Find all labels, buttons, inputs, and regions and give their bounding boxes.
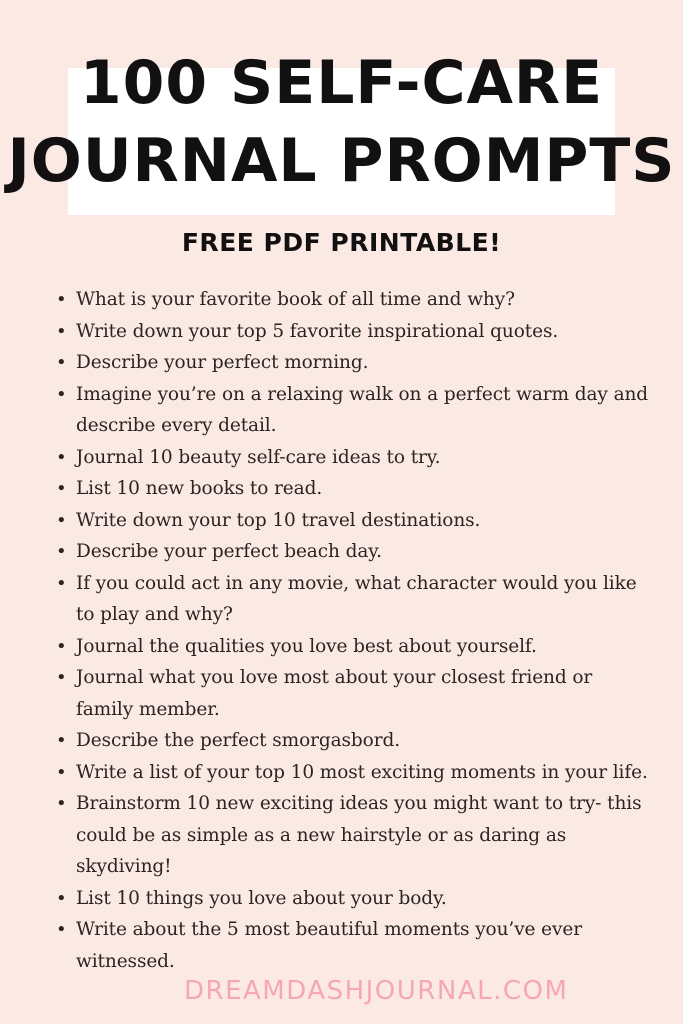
prompt-text: If you could act in any movie, what character would you like to play and why? (76, 572, 637, 625)
list-item (0, 788, 683, 883)
list-item (0, 284, 683, 316)
list-item (0, 914, 683, 977)
list-item (0, 631, 683, 663)
title-line-1: 100 SELF-CARE (79, 48, 604, 118)
page-title (0, 44, 683, 200)
prompt-text: Describe your perfect beach day. (76, 541, 382, 562)
prompt-text: Write down your top 5 favorite inspirational quotes. (76, 320, 559, 342)
bullet-icon: • (56, 635, 67, 657)
list-item (0, 316, 683, 348)
prompt-text: Write a list of your top 10 most exciting moments in your life. (76, 761, 648, 783)
bullet-icon: • (56, 446, 67, 468)
page-subtitle: FREE PDF PRINTABLE! (181, 228, 502, 257)
prompt-text: Write down your top 10 travel destinations. (76, 509, 481, 531)
prompt-text: What is your favorite book of all time and why? (76, 289, 515, 310)
prompt-text: Imagine you’re on a relaxing walk on a perfect warm day and describe every detail. (76, 383, 649, 436)
bullet-icon: • (56, 541, 67, 562)
bullet-icon: • (56, 478, 67, 499)
list-item (0, 883, 683, 915)
bullet-icon: • (56, 919, 67, 940)
list-item (0, 662, 683, 725)
list-item (0, 505, 683, 537)
prompt-list (0, 284, 683, 977)
prompt-text: Describe your perfect morning. (76, 352, 369, 373)
list-item (0, 379, 683, 442)
bullet-icon: • (56, 320, 67, 342)
list-item (0, 725, 683, 757)
bullet-icon: • (56, 572, 67, 594)
list-item (0, 568, 683, 631)
list-item (0, 473, 683, 505)
bullet-icon: • (56, 352, 67, 373)
bullet-icon: • (56, 793, 67, 814)
bullet-icon: • (56, 667, 67, 688)
prompt-text: Describe the perfect smorgasbord. (76, 730, 400, 751)
prompt-text: Brainstorm 10 new exciting ideas you might want to try- this could be as simple as a new hairstyle or as daring as skydiving! (76, 793, 642, 877)
bullet-icon: • (56, 383, 67, 405)
bullet-icon: • (56, 761, 67, 783)
prompt-text: List 10 new books to read. (76, 478, 323, 499)
prompt-text: Write about the 5 most beautiful moments you’ve ever witnessed. (76, 919, 582, 972)
bullet-icon: • (56, 730, 67, 751)
prompt-text: List 10 things you love about your body. (76, 887, 447, 909)
bullet-icon: • (56, 887, 67, 909)
prompt-text: Journal the qualities you love best about yourself. (76, 635, 537, 657)
prompt-text: Journal 10 beauty self-care ideas to try. (76, 446, 441, 468)
list-item (0, 536, 683, 568)
title-line-2: JOURNAL PROMPTS (7, 126, 676, 196)
list-item (0, 442, 683, 474)
bullet-icon: • (56, 509, 67, 531)
site-watermark: DREAMDASHJOURNAL.COM (184, 976, 569, 1006)
list-item (0, 347, 683, 379)
prompt-text: Journal what you love most about your closest friend or family member. (76, 667, 593, 720)
bullet-icon: • (56, 289, 67, 310)
list-item (0, 757, 683, 789)
